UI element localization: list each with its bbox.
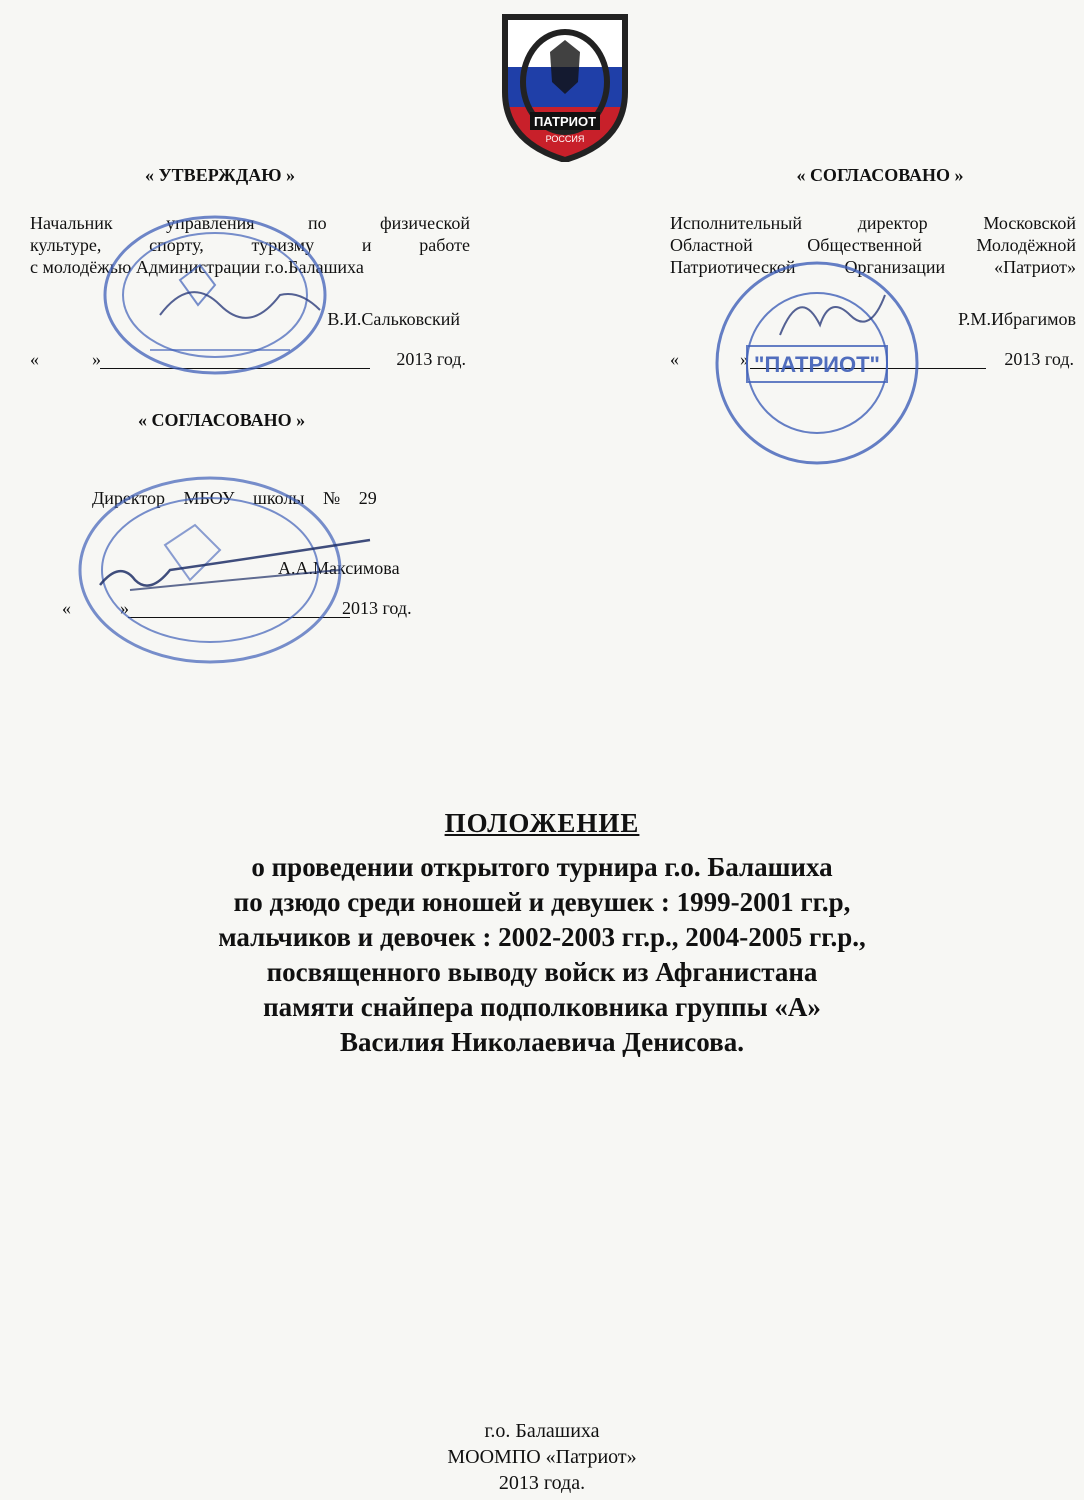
approver-position-line1: Начальник управления по физической (30, 213, 470, 233)
approver-position-line2: культуре, спорту, туризму и работе (30, 235, 470, 255)
school-position: Директор МБОУ школы № 29 (92, 488, 377, 508)
approve-label: « УТВЕРЖДАЮ » (144, 165, 296, 185)
approver-position-line3: с молодёжью Администрации г.о.Балашиха (30, 257, 364, 277)
date-close-quote: » (740, 349, 749, 369)
agreed-position-line3: Патриотической Организации «Патриот» (670, 257, 1076, 277)
agreed-signer: Р.М.Ибрагимов (958, 309, 1076, 329)
signature-salkovsky-icon (150, 265, 330, 345)
subtitle-line: о проведении открытого турнира г.о. Балашиха (251, 852, 833, 882)
subtitle-line: по дзюдо среди юношей и девушек : 1999-2001 гг.р, (233, 887, 851, 917)
footer-year: 2013 года. (498, 1472, 586, 1494)
footer-organization: МООМПО «Патриот» (447, 1446, 637, 1468)
footer-city: г.о. Балашиха (484, 1420, 600, 1442)
signature-ibragimov-icon (760, 275, 900, 355)
document-title: ПОЛОЖЕНИЕ (444, 808, 640, 838)
subtitle-line: Василия Николаевича Денисова. (340, 1027, 744, 1057)
approver-signer: В.И.Сальковский (327, 309, 460, 329)
subtitle-line: посвященного выводу войск из Афганистана (266, 957, 818, 987)
date-close-quote: » (92, 349, 101, 369)
document-footer (0, 1418, 1084, 1496)
school-signer: А.А.Максимова (278, 558, 400, 578)
patriot-logo-icon (500, 12, 630, 162)
date-open-quote: « (670, 349, 679, 369)
agreed-label: « СОГЛАСОВАНО » (796, 165, 964, 185)
school-agreed-label: « СОГЛАСОВАНО » (138, 410, 306, 430)
date-open-quote: « (62, 598, 71, 618)
date-close-quote: » (120, 598, 129, 618)
date-year: 2013 год. (1004, 349, 1074, 369)
signature-maksimova-icon (90, 530, 390, 610)
date-open-quote: « (30, 349, 39, 369)
agreed-position-line1: Исполнительный директор Московской (670, 213, 1076, 233)
date-year: 2013 год. (342, 598, 412, 618)
stamp-text: "ПАТРИОТ" (754, 352, 880, 377)
logo-text-2: РОССИЯ (545, 134, 585, 144)
subtitle-line: мальчиков и девочек : 2002-2003 гг.р., 2004-2005 гг.р., (218, 922, 866, 952)
logo-text: ПАТРИОТ (533, 114, 597, 129)
subtitle-line: памяти снайпера подполковника группы «А» (263, 992, 821, 1022)
date-year: 2013 год. (396, 349, 466, 369)
document-subtitle (0, 850, 1084, 1060)
agreed-position-line2: Областной Общественной Молодёжной (670, 235, 1076, 255)
